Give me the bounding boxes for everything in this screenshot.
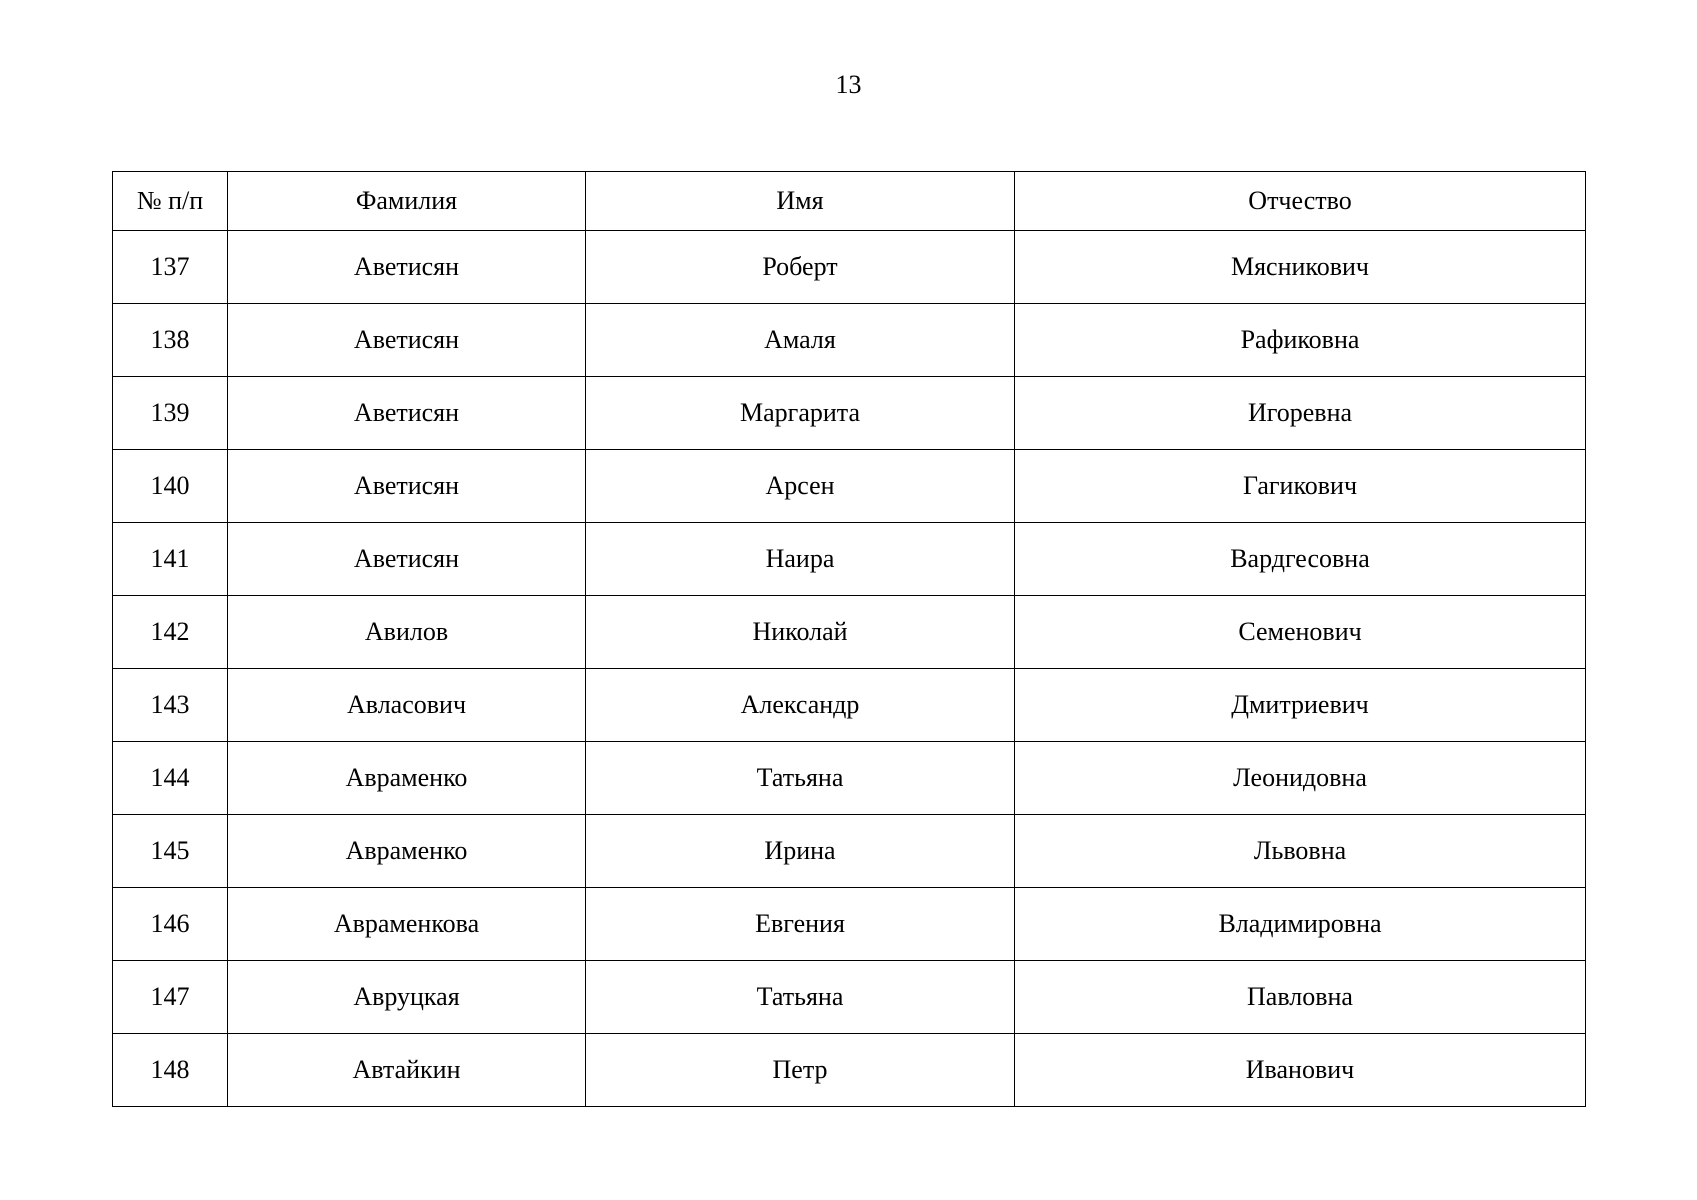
cell-number: 137 xyxy=(113,231,228,304)
cell-last-name: Аветисян xyxy=(228,304,586,377)
cell-last-name: Авраменкова xyxy=(228,888,586,961)
cell-patronymic: Владимировна xyxy=(1015,888,1586,961)
cell-patronymic: Гагикович xyxy=(1015,450,1586,523)
cell-last-name: Авраменко xyxy=(228,815,586,888)
cell-first-name: Наира xyxy=(586,523,1015,596)
cell-first-name: Петр xyxy=(586,1034,1015,1107)
cell-number: 144 xyxy=(113,742,228,815)
cell-last-name: Аветисян xyxy=(228,377,586,450)
cell-patronymic: Мясникович xyxy=(1015,231,1586,304)
table-row xyxy=(113,450,1586,523)
table-row xyxy=(113,815,1586,888)
cell-last-name: Автайкин xyxy=(228,1034,586,1107)
table-header-row xyxy=(113,172,1586,231)
cell-patronymic: Павловна xyxy=(1015,961,1586,1034)
cell-last-name: Авласович xyxy=(228,669,586,742)
cell-first-name: Татьяна xyxy=(586,742,1015,815)
table-row xyxy=(113,304,1586,377)
cell-last-name: Авилов xyxy=(228,596,586,669)
cell-first-name: Маргарита xyxy=(586,377,1015,450)
table-row xyxy=(113,596,1586,669)
persons-table xyxy=(112,171,1586,1107)
cell-patronymic: Игоревна xyxy=(1015,377,1586,450)
cell-patronymic: Иванович xyxy=(1015,1034,1586,1107)
cell-first-name: Евгения xyxy=(586,888,1015,961)
cell-first-name: Арсен xyxy=(586,450,1015,523)
table-row xyxy=(113,961,1586,1034)
cell-last-name: Аветисян xyxy=(228,523,586,596)
cell-number: 138 xyxy=(113,304,228,377)
table-row xyxy=(113,377,1586,450)
header-patronymic: Отчество xyxy=(1015,172,1586,231)
cell-number: 139 xyxy=(113,377,228,450)
header-first-name: Имя xyxy=(586,172,1015,231)
cell-number: 141 xyxy=(113,523,228,596)
cell-last-name: Аветисян xyxy=(228,450,586,523)
header-number: № п/п xyxy=(113,172,228,231)
table-row xyxy=(113,1034,1586,1107)
cell-first-name: Александр xyxy=(586,669,1015,742)
cell-patronymic: Семенович xyxy=(1015,596,1586,669)
cell-first-name: Роберт xyxy=(586,231,1015,304)
cell-first-name: Николай xyxy=(586,596,1015,669)
table-row xyxy=(113,523,1586,596)
table-row xyxy=(113,888,1586,961)
cell-first-name: Ирина xyxy=(586,815,1015,888)
cell-last-name: Авруцкая xyxy=(228,961,586,1034)
table-row xyxy=(113,231,1586,304)
cell-number: 148 xyxy=(113,1034,228,1107)
cell-last-name: Аветисян xyxy=(228,231,586,304)
cell-patronymic: Леонидовна xyxy=(1015,742,1586,815)
table-row xyxy=(113,669,1586,742)
cell-patronymic: Рафиковна xyxy=(1015,304,1586,377)
cell-patronymic: Вардгесовна xyxy=(1015,523,1586,596)
cell-first-name: Амаля xyxy=(586,304,1015,377)
cell-first-name: Татьяна xyxy=(586,961,1015,1034)
header-last-name: Фамилия xyxy=(228,172,586,231)
cell-last-name: Авраменко xyxy=(228,742,586,815)
page-number: 13 xyxy=(835,70,862,99)
cell-patronymic: Львовна xyxy=(1015,815,1586,888)
cell-number: 146 xyxy=(113,888,228,961)
cell-number: 143 xyxy=(113,669,228,742)
cell-patronymic: Дмитриевич xyxy=(1015,669,1586,742)
table-row xyxy=(113,742,1586,815)
cell-number: 145 xyxy=(113,815,228,888)
cell-number: 147 xyxy=(113,961,228,1034)
cell-number: 142 xyxy=(113,596,228,669)
cell-number: 140 xyxy=(113,450,228,523)
